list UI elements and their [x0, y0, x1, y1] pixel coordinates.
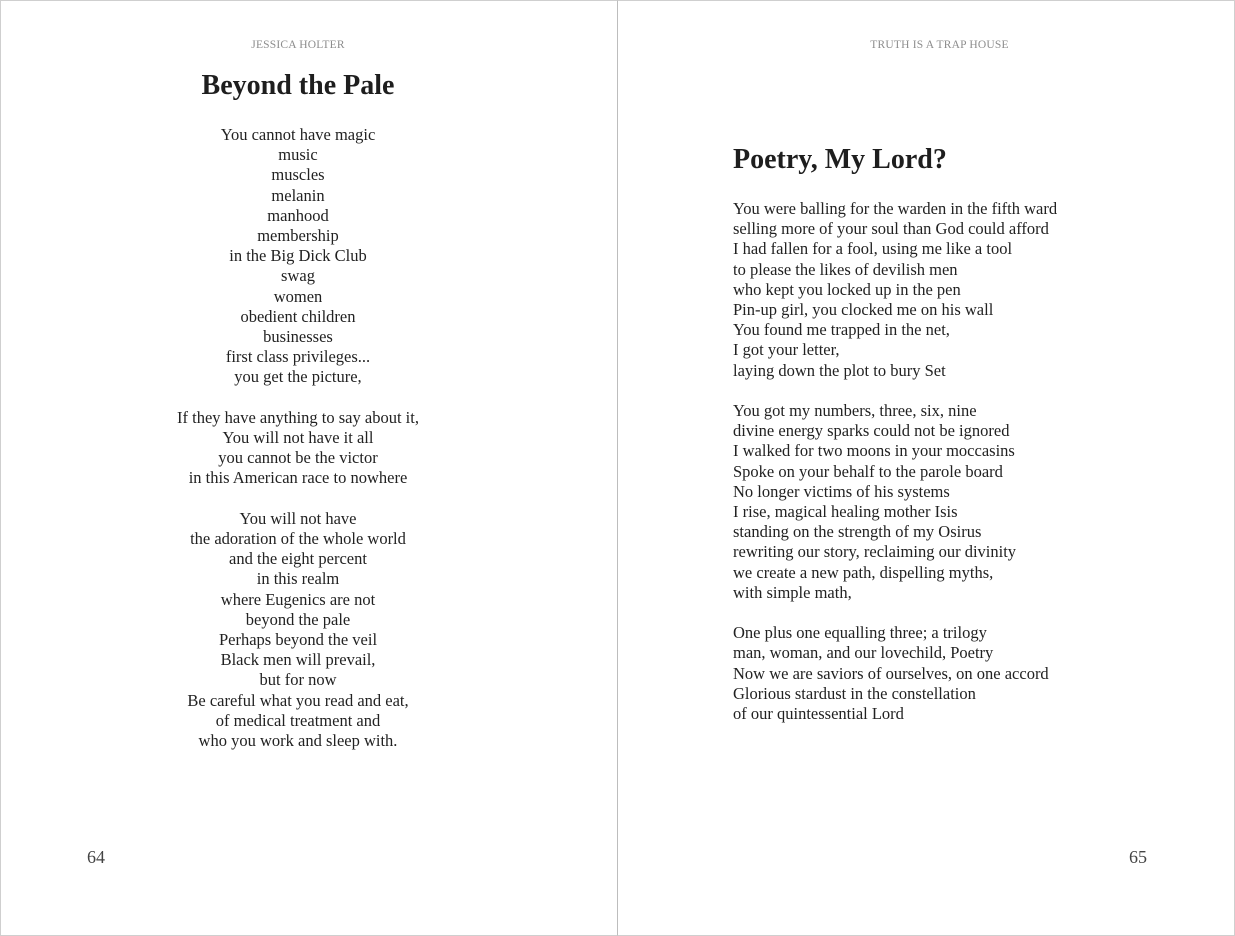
- poem-line: manhood: [267, 205, 329, 225]
- poem-line: beyond the pale: [245, 609, 351, 629]
- poem-line: No longer victims of his systems: [733, 481, 950, 501]
- poem-line: You found me trapped in the net,: [733, 320, 950, 340]
- poem-body: [1, 125, 595, 771]
- poem-line: of medical treatment and: [215, 710, 381, 730]
- poem-line: you cannot be the victor: [218, 448, 378, 468]
- poem-line: and the eight percent: [229, 549, 367, 569]
- poem-title: Poetry, My Lord?: [733, 144, 947, 175]
- poem-line: Black men will prevail,: [220, 650, 376, 670]
- running-head-author: JESSICA HOLTER: [251, 39, 345, 51]
- poem-line: who you work and sleep with.: [198, 731, 398, 751]
- poem-line: I rise, magical healing mother Isis: [733, 502, 958, 522]
- poem-line: Now we are saviors of ourselves, on one accord: [733, 663, 1049, 683]
- page-number: 64: [87, 847, 105, 867]
- poem-line: Perhaps beyond the veil: [218, 630, 378, 650]
- poem-line: membership: [257, 226, 339, 246]
- poem-line: melanin: [271, 185, 325, 205]
- poem-line: Pin-up girl, you clocked me on his wall: [733, 300, 994, 320]
- poem-line: You cannot have magic: [220, 125, 376, 144]
- poem-body: [733, 199, 1213, 744]
- poem-line: obedient children: [240, 306, 356, 326]
- right-page: [618, 0, 1235, 936]
- poem-line: of our quintessential Lord: [733, 704, 904, 724]
- poem-line: If they have anything to say about it,: [177, 407, 419, 427]
- poem-line: One plus one equalling three; a trilogy: [733, 623, 987, 643]
- poem-line: You will not have: [239, 508, 357, 528]
- poem-line: Be careful what you read and eat,: [187, 690, 409, 710]
- poem-line: Glorious stardust in the constellation: [733, 683, 976, 703]
- poem-line: to please the likes of devilish men: [733, 259, 958, 279]
- poem-line: You will not have it all: [222, 428, 374, 448]
- poem-line: in this realm: [256, 569, 340, 589]
- poem-line: who kept you locked up in the pen: [733, 279, 961, 299]
- poem-line: Spoke on your behalf to the parole board: [733, 461, 1003, 481]
- stanza: [733, 199, 1213, 381]
- poem-line: You were balling for the warden in the fifth ward: [733, 199, 1058, 218]
- running-head-book-title: TRUTH IS A TRAP HOUSE: [870, 39, 1009, 51]
- page-number: 65: [1129, 847, 1147, 867]
- poem-line: rewriting our story, reclaiming our divinity: [733, 542, 1017, 562]
- poem-line: businesses: [263, 327, 333, 347]
- poem-line: in this American race to nowhere: [188, 468, 408, 488]
- poem-line: you get the picture,: [234, 367, 362, 387]
- poem-line: muscles: [271, 165, 325, 185]
- stanza: [1, 509, 595, 751]
- poem-title: Beyond the Pale: [201, 70, 395, 101]
- stanza: [1, 408, 595, 489]
- poem-line: the adoration of the whole world: [190, 529, 406, 549]
- poem-line: I got your letter,: [733, 340, 840, 360]
- poem-line: selling more of your soul than God could afford: [733, 219, 1049, 239]
- poem-line: first class privileges...: [225, 347, 371, 367]
- poem-line: I had fallen for a fool, using me like a tool: [733, 239, 1013, 259]
- stanza: [1, 125, 595, 388]
- stanza: [733, 401, 1213, 603]
- poem-line: we create a new path, dispelling myths,: [733, 562, 994, 582]
- stanza: [733, 623, 1213, 724]
- poem-line: women: [273, 286, 323, 306]
- poem-line: You got my numbers, three, six, nine: [733, 401, 977, 421]
- poem-line: man, woman, and our lovechild, Poetry: [733, 643, 994, 663]
- poem-line: laying down the plot to bury Set: [733, 360, 946, 380]
- poem-line: in the Big Dick Club: [229, 246, 367, 266]
- poem-line: divine energy sparks could not be ignored: [733, 421, 1010, 441]
- poem-line: standing on the strength of my Osirus: [733, 522, 982, 542]
- poem-line: I walked for two moons in your moccasins: [733, 441, 1015, 461]
- poem-line: swag: [281, 266, 315, 286]
- poem-line: where Eugenics are not: [220, 589, 376, 609]
- poem-line: but for now: [259, 670, 337, 690]
- poem-line: music: [278, 145, 318, 165]
- poem-line: with simple math,: [733, 582, 852, 602]
